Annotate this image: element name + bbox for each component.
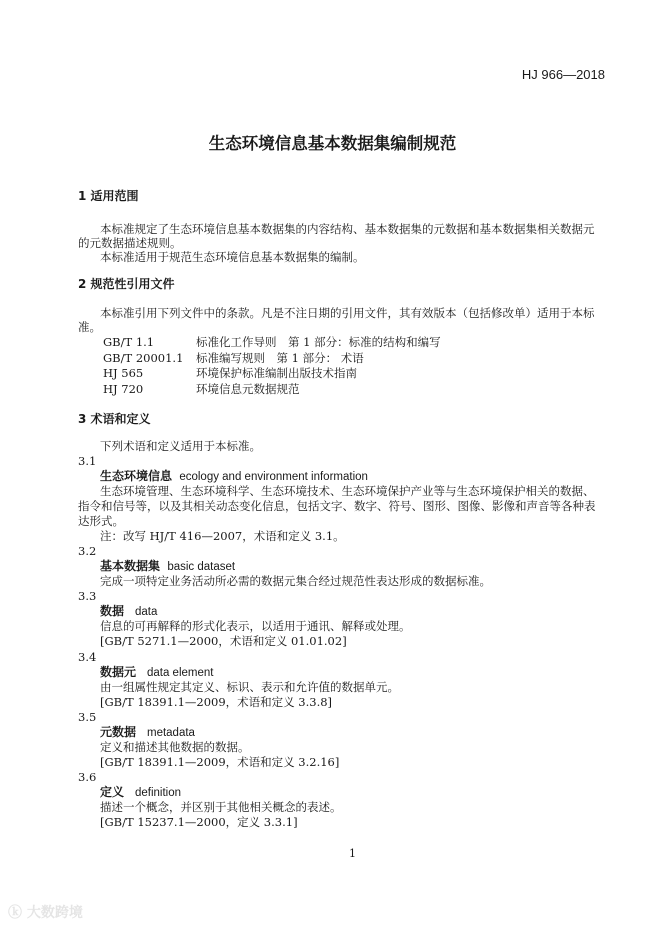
term-note: 注：改写 HJ/T 416—2007，术语和定义 3.1。 <box>100 529 345 543</box>
watermark-icon: ⓚ <box>8 905 22 921</box>
term-definition-line: 完成一项特定业务活动所必需的数据元集合经过规范性表达形成的数据标准。 <box>100 574 491 588</box>
section-1-heading: 1 适用范围 <box>78 189 139 203</box>
term-zh: 数据元 <box>100 665 137 679</box>
term-en: metadata <box>146 727 195 739</box>
term-heading <box>100 785 181 801</box>
term-definition-line: 描述一个概念，并区别于其他相关概念的表述。 <box>100 800 342 814</box>
term-zh: 生态环境信息 <box>100 469 173 483</box>
section-2-heading: 2 规范性引用文件 <box>78 277 175 291</box>
ref-title: 标准编写规则 第 1 部分： 术语 <box>196 351 364 365</box>
section-3-heading: 3 术语和定义 <box>78 412 151 426</box>
term-definition-line: 信息的可再解释的形式化表示，以适用于通讯、解释或处理。 <box>100 619 411 633</box>
ref-code: HJ 720 <box>103 382 144 396</box>
term-zh: 元数据 <box>100 725 137 739</box>
section-2-para-line: 准。 <box>78 320 101 334</box>
term-source: [GB/T 15237.1—2000，定义 3.3.1] <box>100 815 298 829</box>
term-source: [GB/T 5271.1—2000，术语和定义 01.01.02] <box>100 634 347 648</box>
term-en: definition <box>134 787 182 799</box>
term-definition-line: 指令和信号等，以及其相关动态变化信息，包括文字、数字、符号、图形、图像、影像和声音等各种表 <box>78 499 596 513</box>
ref-code: GB/T 1.1 <box>103 335 155 349</box>
term-definition-line: 定义和描述其他数据的数据。 <box>100 740 250 754</box>
ref-title: 环境保护标准编制出版技术指南 <box>196 366 357 380</box>
term-number: 3.2 <box>78 544 97 558</box>
term-en: data element <box>146 667 214 679</box>
term-number: 3.3 <box>78 589 97 603</box>
ref-code: HJ 565 <box>103 366 144 380</box>
term-definition-line: 由一组属性规定其定义、标识、表示和允许值的数据单元。 <box>100 680 399 694</box>
term-en: basic dataset <box>167 561 236 573</box>
section-1-para2: 本标准适用于规范生态环境信息基本数据集的编制。 <box>100 250 365 264</box>
term-definition-line: 生态环境管理、生态环境科学、生态环境技术、生态环境保护产业等与生态环境保护相关的数据、 <box>100 484 595 498</box>
term-number: 3.5 <box>78 710 97 724</box>
page-title: 生态环境信息基本数据集编制规范 <box>208 134 457 153</box>
document-id: HJ 966—2018 <box>521 67 605 82</box>
term-definition-line: 达形式。 <box>78 514 124 528</box>
term-heading <box>100 469 368 485</box>
term-number: 3.6 <box>78 770 97 784</box>
ref-title: 标准化工作导则 第 1 部分：标准的结构和编写 <box>196 335 441 349</box>
term-number: 3.4 <box>78 650 97 664</box>
term-zh: 数据 <box>100 604 125 618</box>
section-2-para-line: 本标准引用下列文件中的条款。凡是不注日期的引用文件，其有效版本（包括修改单）适用于本标 <box>100 306 595 320</box>
ref-code: GB/T 20001.1 <box>103 351 184 365</box>
watermark-logo <box>8 906 83 921</box>
page-number: 1 <box>349 847 356 860</box>
section-3-intro: 下列术语和定义适用于本标准。 <box>100 439 261 453</box>
term-source: [GB/T 18391.1—2009，术语和定义 3.2.16] <box>100 755 340 769</box>
term-heading <box>100 665 213 681</box>
term-zh: 基本数据集 <box>100 559 161 573</box>
term-number: 3.1 <box>78 454 97 468</box>
term-en: ecology and environment information <box>179 471 368 483</box>
section-1-para-line: 的元数据描述规则。 <box>78 236 182 250</box>
ref-title: 环境信息元数据规范 <box>196 382 300 396</box>
term-heading <box>100 604 157 620</box>
term-en: data <box>134 606 158 618</box>
term-zh: 定义 <box>100 785 125 799</box>
section-1-para-line: 本标准规定了生态环境信息基本数据集的内容结构、基本数据集的元数据和基本数据集相关数据元 <box>100 222 595 236</box>
term-source: [GB/T 18391.1—2009，术语和定义 3.3.8] <box>100 695 333 709</box>
term-heading <box>100 725 195 741</box>
watermark-text: 大数跨境 <box>26 905 83 921</box>
term-heading <box>100 559 235 575</box>
